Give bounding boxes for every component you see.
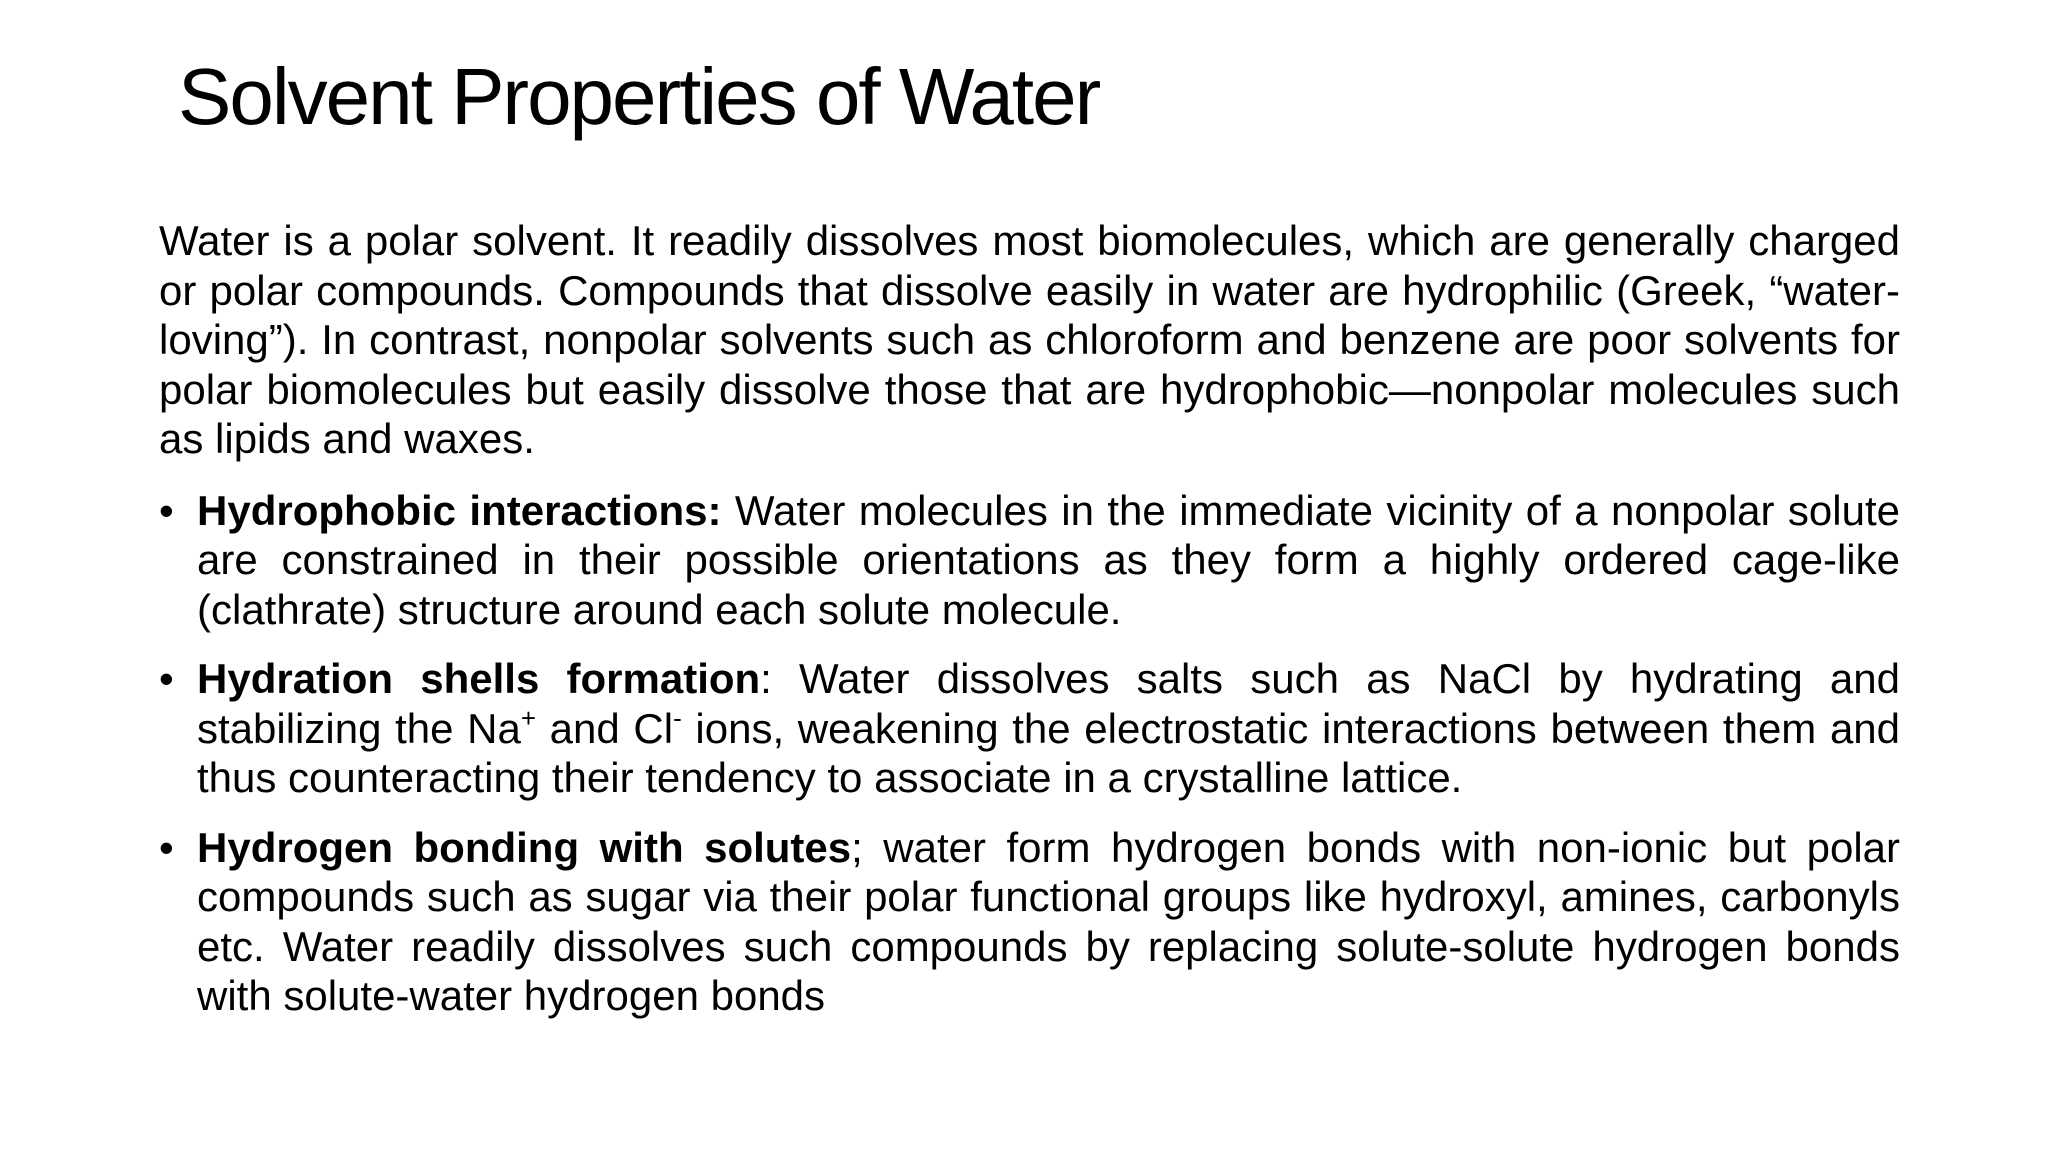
bullet-hydration-shells: [159, 654, 1900, 803]
bullet-text: and Cl: [536, 704, 674, 752]
bullet-text: : Water dissolves salts such as NaCl by hydrating and stabilizing the Na: [197, 655, 1900, 752]
slide-body: [159, 216, 1900, 1041]
bullet-dot-icon: •: [159, 486, 174, 534]
bullet-dot-icon: •: [159, 655, 174, 702]
bullet-text: ; water form hydrogen bonds with non-ionic but polar compounds such as sugar via their polar functional groups like hydroxyl, amines, carbonyls etc. Water readily dissolves such compounds by replacing solute-solute hydrogen bonds with solute-water hydrogen bonds: [197, 823, 1900, 1019]
bullet-term: Hydrogen bonding with solutes: [197, 823, 852, 871]
bullet-list: [159, 486, 1900, 1021]
slide-title: Solvent Properties of Water: [178, 52, 1100, 141]
bullet-dot-icon: •: [159, 823, 174, 871]
sodium-charge: +: [520, 702, 537, 733]
bullet-hydrophobic-interactions: [159, 486, 1900, 635]
chloride-charge: -: [673, 702, 682, 733]
intro-paragraph: Water is a polar solvent. It readily dissolves most biomolecules, which are generally charged or polar compounds. Compounds that dissolve easily in water are hydrophilic (Greek, “water-loving”). In contrast, nonpolar solvents such as chloroform and benzene are poor solvents for polar biomolecules but easily dissolve those that are hydrophobic—nonpolar molecules such as lipids and waxes.: [159, 217, 1900, 462]
bullet-term: Hydrophobic interactions:: [197, 486, 722, 534]
bullet-hydrogen-bonding: [159, 823, 1900, 1021]
bullet-text: Water molecules in the immediate vicinity of a nonpolar solute are constrained in their possible orientations as they form a highly ordered cage-like (clathrate) structure around each solute molecule.: [197, 486, 1900, 633]
bullet-text: ions, weakening the electrostatic interactions between them and thus counteracting their tendency to associate in a crystalline lattice.: [197, 704, 1901, 801]
bullet-term: Hydration shells formation: [197, 655, 761, 702]
